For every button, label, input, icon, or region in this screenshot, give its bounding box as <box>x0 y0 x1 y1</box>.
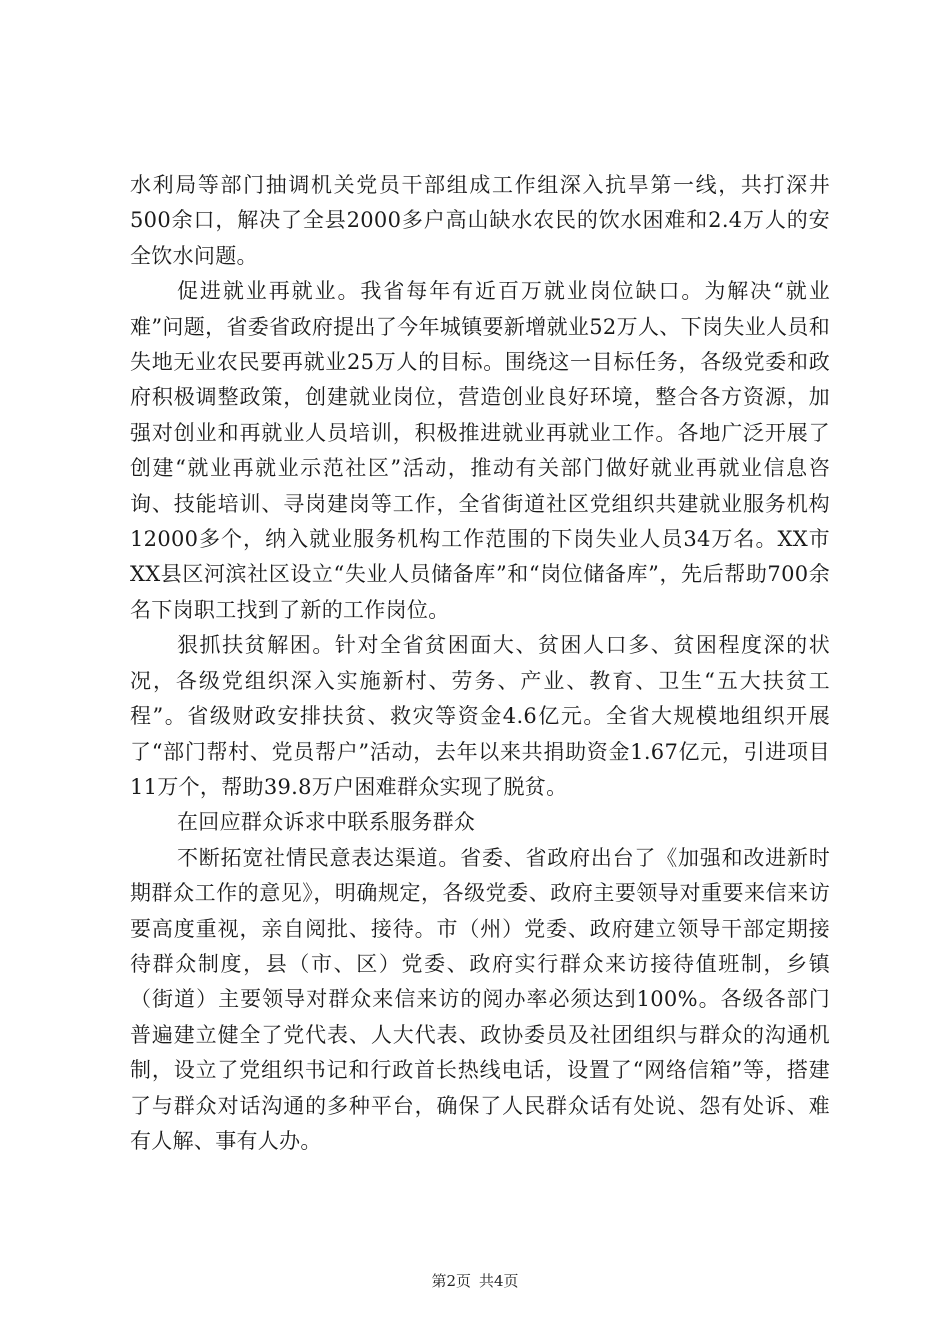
paragraph-poverty: 狠抓扶贫解困。针对全省贫困面大、贫困人口多、贫困程度深的状况，各级党组织深入实施新村、劳务、产业、教育、卫生“五大扶贫工程”。省级财政安排扶贫、救灾等资金4.6亿元。全省大规模地组织开展了“部门帮村、党员帮户”活动，去年以来共捐助资金1.67亿元，引进项目11万个，帮助39.8万户困难群众实现了脱贫。 <box>130 633 830 799</box>
section-heading: 在回应群众诉求中联系服务群众 <box>177 810 476 835</box>
page-total: 共4页 <box>479 1272 519 1290</box>
paragraph-public-opinion: 不断拓宽社情民意表达渠道。省委、省政府出台了《加强和改进新时期群众工作的意见》，明确规定，各级党委、政府主要领导对重要来信来访要高度重视，亲自阅批、接待。市（州）党委、政府建立领导干部定期接待群众制度，县（市、区）党委、政府实行群众来访接待值班制，乡镇（街道）主要领导对群众来信来访的阅办率必须达到100%。各级各部门普遍建立健全了党代表、人大代表、政协委员及社团组织与群众的沟通机制，设立了党组织书记和行政首长热线电话，设置了“网络信箱”等，搭建了与群众对话沟通的多种平台，确保了人民群众话有处说、怨有处诉、难有人解、事有人办。 <box>130 845 830 1153</box>
page-number: 第2页 <box>431 1272 471 1290</box>
paragraph-1: 水利局等部门抽调机关党员干部组成工作组深入抗旱第一线，共打深井500余口，解决了全县2000多户高山缺水农民的饮水困难和2.4万人的安全饮水问题。 <box>130 173 830 268</box>
paragraph-employment: 促进就业再就业。我省每年有近百万就业岗位缺口。为解决“就业难”问题，省委省政府提出了今年城镇要新增就业52万人、下岗失业人员和失地无业农民要再就业25万人的目标。围绕这一目标任务，各级党委和政府积极调整政策，创建就业岗位，营造创业良好环境，整合各方资源，加强对创业和再就业人员培训，积极推进就业再就业工作。各地广泛开展了创建“就业再就业示范社区”活动，推动有关部门做好就业再就业信息咨询、技能培训、寻岗建岗等工作，全省街道社区党组织共建就业服务机构12000多个，纳入就业服务机构工作范围的下岗失业人员34万名。XX市XX县区河滨社区设立“失业人员储备库”和“岗位储备库”，先后帮助700余名下岗职工找到了新的工作岗位。 <box>130 279 830 622</box>
page-footer <box>0 1270 950 1291</box>
document-body <box>130 168 830 1159</box>
